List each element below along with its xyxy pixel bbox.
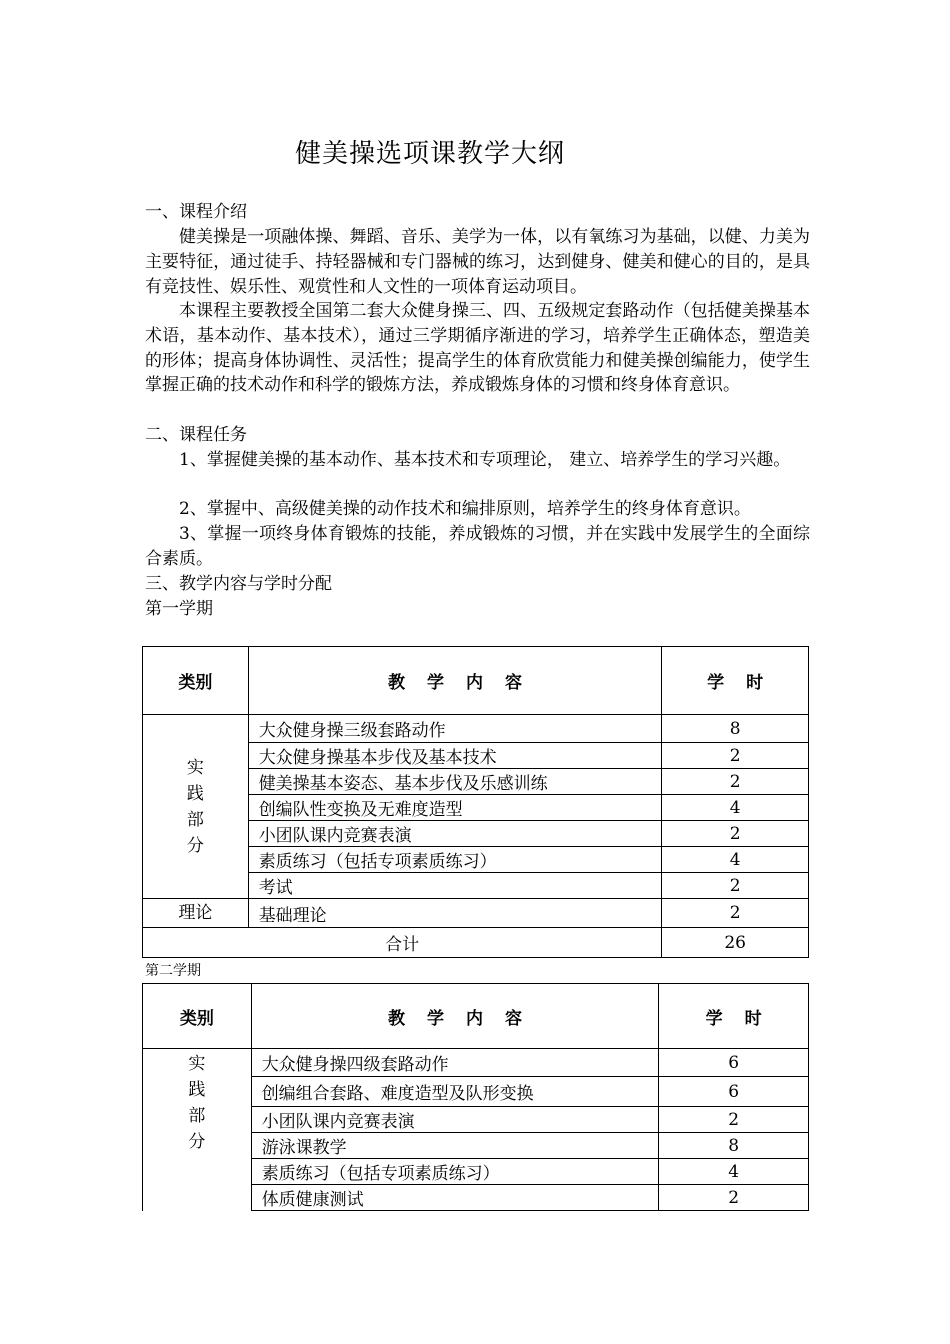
intro-paragraph-1: 健美操是一项融体操、舞蹈、音乐、美学为一体，以有氧练习为基础，以健、力美为主要特征，通过徒手、持轻器械和专门器械的练习，达到健身、健美和健心的目的，是具有竞技性、娱乐性、观赏性和人文性的一项体育运动项目。	[145, 227, 810, 297]
row-content: 基础理论	[248, 899, 662, 928]
row-hours: 6	[659, 1049, 809, 1077]
task-item-1: 1、掌握健美操的基本动作、基本技术和专项理论， 建立、培养学生的学习兴趣。	[179, 450, 791, 470]
row-hours: 2	[662, 899, 809, 928]
table-row	[143, 1049, 809, 1077]
row-hours: 2	[662, 769, 809, 795]
row-content: 小团队课内竞赛表演	[251, 1107, 659, 1133]
row-content: 大众健身操四级套路动作	[251, 1049, 659, 1077]
total-label: 合计	[143, 928, 662, 958]
header-category: 类别	[143, 647, 249, 715]
row-hours: 2	[662, 743, 809, 769]
table-row	[143, 715, 809, 743]
term1-label: 第一学期	[145, 599, 213, 619]
row-hours: 2	[659, 1185, 809, 1211]
row-hours: 2	[662, 821, 809, 847]
row-hours: 4	[662, 847, 809, 873]
task-item-3: 3、掌握一项终身体育锻炼的技能，养成锻炼的习惯，并在实践中发展学生的全面综合素质。	[145, 524, 810, 569]
theory-category: 理论	[143, 899, 249, 928]
row-content: 游泳课教学	[251, 1133, 659, 1159]
total-hours: 26	[662, 928, 809, 958]
section-heading-tasks: 二、课程任务	[145, 425, 247, 445]
header-hours: 学时	[662, 647, 809, 715]
row-content: 创编组合套路、难度造型及队形变换	[251, 1077, 659, 1107]
practice-category: 实 践 部 分	[143, 715, 249, 899]
document-title: 健美操选项课教学大纲	[294, 139, 565, 169]
row-hours: 6	[659, 1077, 809, 1107]
header-content: 教学内容	[251, 984, 659, 1049]
intro-paragraph-2: 本课程主要教授全国第二套大众健身操三、四、五级规定套路动作（包括健美操基本术语，基本动作、基本技术），通过三学期循序渐进的学习，培养学生正确体态，塑造美的形体；提高身体协调性、灵活性；提高学生的体育欣赏能力和健美操创编能力，使学生掌握正确的技术动作和科学的锻炼方法，养成锻炼身体的习惯和终身体育意识。	[145, 301, 810, 396]
total-row	[143, 928, 809, 958]
row-content: 考试	[248, 873, 662, 899]
row-content: 创编队性变换及无难度造型	[248, 795, 662, 821]
row-hours: 2	[662, 873, 809, 899]
term2-label: 第二学期	[145, 963, 201, 979]
section-heading-content: 三、教学内容与学时分配	[145, 574, 332, 594]
row-hours: 8	[659, 1133, 809, 1159]
task-item-2: 2、掌握中、高级健美操的动作技术和编排原则，培养学生的终身体育意识。	[179, 499, 751, 519]
row-hours: 4	[659, 1159, 809, 1185]
term1-table	[142, 646, 809, 958]
row-content: 体质健康测试	[251, 1185, 659, 1211]
header-content: 教学内容	[248, 647, 662, 715]
row-hours: 4	[662, 795, 809, 821]
term2-table	[142, 983, 809, 1211]
row-hours: 2	[659, 1107, 809, 1133]
section-heading-intro: 一、课程介绍	[145, 202, 247, 222]
row-content: 素质练习（包括专项素质练习）	[251, 1159, 659, 1185]
header-category: 类别	[143, 984, 252, 1049]
table-row	[143, 899, 809, 928]
header-hours: 学时	[659, 984, 809, 1049]
table-header-row	[143, 984, 809, 1049]
row-content: 大众健身操三级套路动作	[248, 715, 662, 743]
row-content: 健美操基本姿态、基本步伐及乐感训练	[248, 769, 662, 795]
row-hours: 8	[662, 715, 809, 743]
row-content: 素质练习（包括专项素质练习）	[248, 847, 662, 873]
table-header-row	[143, 647, 809, 715]
row-content: 小团队课内竞赛表演	[248, 821, 662, 847]
row-content: 大众健身操基本步伐及基本技术	[248, 743, 662, 769]
practice-category: 实 践 部 分	[143, 1049, 252, 1211]
